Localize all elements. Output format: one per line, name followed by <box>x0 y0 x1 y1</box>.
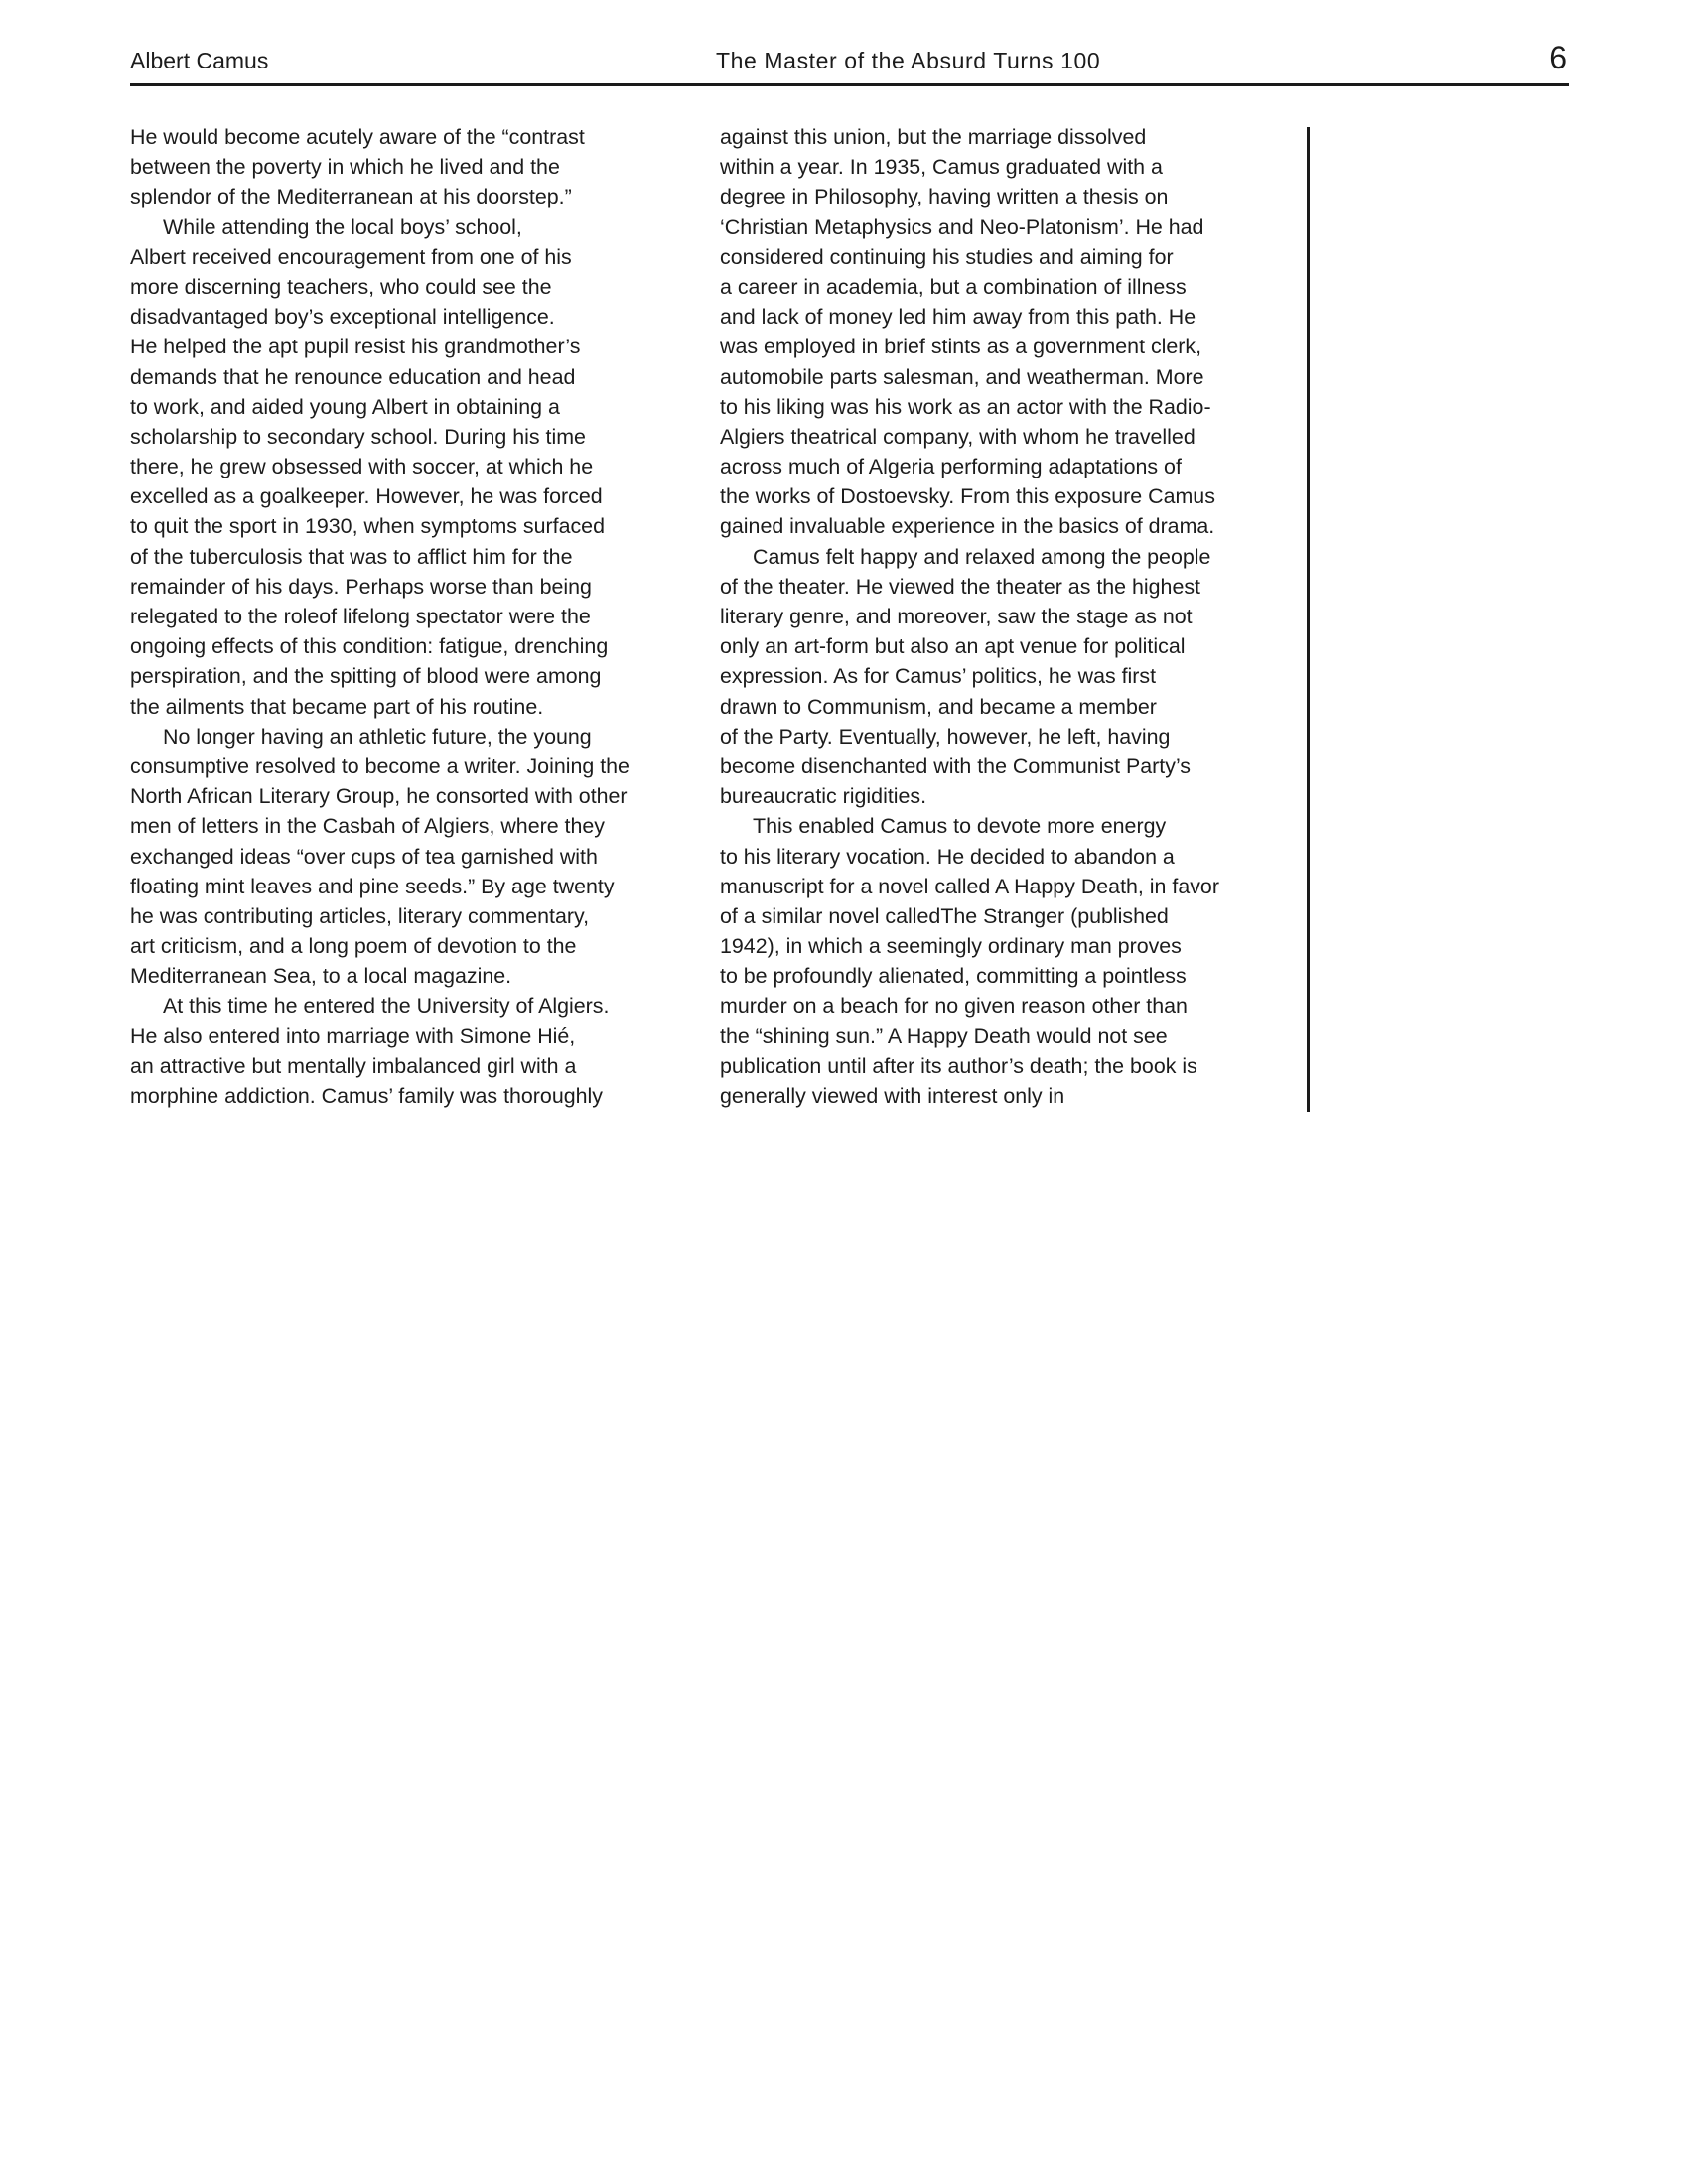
text-line: publication until after its author’s death; the book is <box>720 1053 1197 1078</box>
text-line: morphine addiction. Camus’ family was thoroughly <box>130 1084 603 1108</box>
text-line: become disenchanted with the Communist Party’s <box>720 753 1191 778</box>
text-line: the “shining sun.” A Happy Death would not see <box>720 1024 1168 1048</box>
text-column-right <box>720 122 1296 1111</box>
text-column-left <box>130 122 706 1111</box>
text-line: against this union, but the marriage dissolved <box>720 125 1147 149</box>
text-line: excelled as a goalkeeper. However, he was forced <box>130 484 603 509</box>
text-line: men of letters in the Casbah of Algiers, where they <box>130 814 605 839</box>
paragraph-start-line: No longer having an athletic future, the young <box>163 724 592 749</box>
text-line: manuscript for a novel called A Happy Death, in favor <box>720 874 1219 898</box>
text-line: ongoing effects of this condition: fatigue, drenching <box>130 634 609 659</box>
header-title: The Master of the Absurd Turns 100 <box>716 48 1101 73</box>
text-line: to his liking was his work as an actor with the Radio- <box>720 394 1211 419</box>
text-line: literary genre, and moreover, saw the stage as not <box>720 605 1193 628</box>
paragraph-start-line: While attending the local boys’ school, <box>163 214 522 239</box>
text-line: North African Literary Group, he consorted with other <box>130 784 628 809</box>
text-line: bureaucratic rigidities. <box>720 784 927 809</box>
text-line: Algiers theatrical company, with whom he travelled <box>720 424 1196 449</box>
text-line: He would become acutely aware of the “contrast <box>130 125 585 149</box>
text-line: an attractive but mentally imbalanced girl with a <box>130 1053 577 1078</box>
text-line: to quit the sport in 1930, when symptoms surfaced <box>130 514 605 539</box>
text-line: remainder of his days. Perhaps worse than being <box>130 574 592 599</box>
text-line: the works of Dostoevsky. From this exposure Camus <box>720 484 1215 509</box>
text-line: exchanged ideas “over cups of tea garnished with <box>130 844 598 869</box>
text-line: He also entered into marriage with Simone Hié, <box>130 1024 576 1048</box>
header-author: Albert Camus <box>130 48 269 73</box>
text-line: drawn to Communism, and became a member <box>720 694 1157 719</box>
text-line: of the tuberculosis that was to afflict him for the <box>130 544 573 569</box>
running-header <box>130 40 1569 86</box>
text-line: a career in academia, but a combination of illness <box>720 274 1187 299</box>
paragraph-start-line: Camus felt happy and relaxed among the people <box>753 544 1211 569</box>
text-line: of a similar novel calledThe Stranger (published <box>720 903 1169 928</box>
text-line: to work, and aided young Albert in obtaining a <box>130 394 560 419</box>
text-line: there, he grew obsessed with soccer, at which he <box>130 455 594 479</box>
text-line: automobile parts salesman, and weatherman. More <box>720 364 1204 389</box>
text-line: floating mint leaves and pine seeds.” By age twenty <box>130 874 615 898</box>
text-line: expression. As for Camus’ politics, he was first <box>720 664 1157 689</box>
text-line: to be profoundly alienated, committing a pointless <box>720 964 1187 989</box>
text-line: relegated to the roleof lifelong spectator were the <box>130 605 591 628</box>
text-line: perspiration, and the spitting of blood were among <box>130 664 602 689</box>
text-line: murder on a beach for no given reason other than <box>720 994 1188 1019</box>
text-line: of the theater. He viewed the theater as the highest <box>720 574 1200 599</box>
text-line: scholarship to secondary school. During his time <box>130 424 586 449</box>
paragraph-start-line: At this time he entered the University of Algiers. <box>163 994 610 1019</box>
text-line: to his literary vocation. He decided to abandon a <box>720 844 1175 869</box>
text-line: more discerning teachers, who could see the <box>130 274 552 299</box>
text-line: ‘Christian Metaphysics and Neo-Platonism’. He had <box>720 214 1204 239</box>
text-line: between the poverty in which he lived and the <box>130 155 560 180</box>
text-line: Albert received encouragement from one of his <box>130 244 572 269</box>
text-line: within a year. In 1935, Camus graduated with a <box>720 155 1163 180</box>
text-line: only an art-form but also an apt venue for political <box>720 634 1186 659</box>
text-line: the ailments that became part of his routine. <box>130 694 544 719</box>
text-line: gained invaluable experience in the basics of drama. <box>720 514 1215 539</box>
text-line: 1942), in which a seemingly ordinary man proves <box>720 934 1182 959</box>
text-line: was employed in brief stints as a government clerk, <box>720 335 1202 359</box>
text-line: disadvantaged boy’s exceptional intelligence. <box>130 305 555 330</box>
page-number: 6 <box>1549 40 1567 75</box>
text-line: generally viewed with interest only in <box>720 1084 1065 1108</box>
paragraph-start-line: This enabled Camus to devote more energy <box>753 814 1167 839</box>
text-line: splendor of the Mediterranean at his doorstep.” <box>130 185 572 209</box>
text-line: art criticism, and a long poem of devotion to the <box>130 934 577 959</box>
text-line: Mediterranean Sea, to a local magazine. <box>130 964 512 989</box>
text-line: across much of Algeria performing adaptations of <box>720 455 1182 479</box>
text-line: degree in Philosophy, having written a thesis on <box>720 185 1169 209</box>
vertical-margin-rule <box>1307 127 1310 1112</box>
text-line: and lack of money led him away from this path. He <box>720 305 1196 330</box>
text-line: He helped the apt pupil resist his grandmother’s <box>130 335 581 359</box>
text-line: considered continuing his studies and aiming for <box>720 244 1174 269</box>
text-line: demands that he renounce education and head <box>130 364 576 389</box>
text-line: he was contributing articles, literary commentary, <box>130 903 590 928</box>
text-line: consumptive resolved to become a writer. Joining the <box>130 753 630 778</box>
text-line: of the Party. Eventually, however, he left, having <box>720 724 1171 749</box>
